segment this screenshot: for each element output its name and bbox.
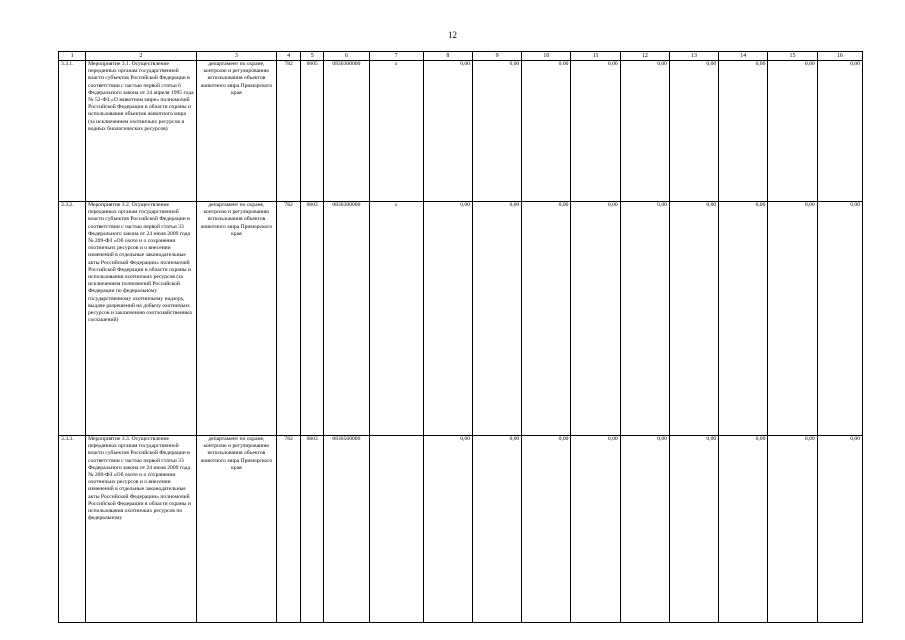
target-article-code: 0830300000	[324, 202, 369, 436]
section-code: 0603	[301, 202, 324, 436]
budget-table	[58, 51, 863, 623]
amount-cell: 0,00	[719, 202, 768, 436]
column-number: 15	[768, 52, 817, 61]
column-number: 7	[369, 52, 423, 61]
expense-type-code	[369, 436, 423, 623]
amount-cell: 0,00	[423, 202, 472, 436]
column-number: 11	[571, 52, 620, 61]
amount-cell: 0,00	[669, 202, 718, 436]
amount-cell: 0,00	[669, 436, 718, 623]
amount-cell: 0,00	[522, 61, 571, 202]
measure-name: Мероприятие 3.3. Осуществление переданных органам государственной власти субъектов Российской Федерации в соответствии с частью первой статьи 33 Федерального закона от 24 июля 2009 года № 209-ФЗ «Об охоте и о сохранении охотничьих ресурсов и о внесении изменений в отдельные законодательные акты Российской Федерации» полномочий Российской Федерации в области охраны и использования охотничьих ресурсов по федеральному	[86, 436, 197, 623]
executor: департамент по охране, контролю и регулированию использования объектов животного мира Приморского края	[196, 61, 276, 202]
executor: департамент по охране, контролю и регулированию использования объектов животного мира Приморского края	[196, 202, 276, 436]
expense-type-code: х	[369, 61, 423, 202]
amount-cell: 0,00	[719, 436, 768, 623]
column-number: 2	[86, 52, 197, 61]
amount-cell: 0,00	[817, 61, 862, 202]
column-number-row	[59, 52, 863, 61]
amount-cell: 0,00	[473, 436, 522, 623]
table-row	[59, 61, 863, 202]
amount-cell: 0,00	[768, 61, 817, 202]
amount-cell: 0,00	[522, 436, 571, 623]
section-code: 0603	[301, 436, 324, 623]
amount-cell: 0,00	[571, 61, 620, 202]
amount-cell: 0,00	[768, 202, 817, 436]
table-row	[59, 202, 863, 436]
amount-cell: 0,00	[620, 61, 669, 202]
amount-cell: 0,00	[571, 202, 620, 436]
column-number: 8	[423, 52, 472, 61]
amount-cell: 0,00	[620, 436, 669, 623]
page-number: 12	[448, 30, 457, 40]
expense-type-code: х	[369, 202, 423, 436]
column-number: 9	[473, 52, 522, 61]
target-article-code: 0830300000	[324, 61, 369, 202]
grbs-code: 782	[277, 202, 301, 436]
grbs-code: 782	[277, 61, 301, 202]
executor: департамент по охране, контролю и регулированию использования объектов животного мира Приморского края	[196, 436, 276, 623]
column-number: 6	[324, 52, 369, 61]
amount-cell: 0,00	[473, 202, 522, 436]
amount-cell: 0,00	[768, 436, 817, 623]
row-number: 3.3.2.	[59, 202, 86, 436]
column-number: 13	[669, 52, 718, 61]
amount-cell: 0,00	[423, 61, 472, 202]
column-number: 16	[817, 52, 862, 61]
row-number: 3.3.1.	[59, 61, 86, 202]
measure-name: Мероприятие 3.1. Осуществление переданных органам государственной власти субъектов Российской Федерации в соответствии с частью первой статьи 6 Федерального закона от 24 апреля 1995 года № 52-ФЗ «О животном мире» полномочий Российской Федерации в области охраны и использования объектов животного мира (за исключением охотничьих ресурсов и водных биологических ресурсов)	[86, 61, 197, 202]
amount-cell: 0,00	[669, 61, 718, 202]
row-number: 3.3.3.	[59, 436, 86, 623]
column-number: 12	[620, 52, 669, 61]
column-number: 1	[59, 52, 86, 61]
column-number: 4	[277, 52, 301, 61]
amount-cell: 0,00	[719, 61, 768, 202]
column-number: 3	[196, 52, 276, 61]
amount-cell: 0,00	[423, 436, 472, 623]
target-article-code: 0830500000	[324, 436, 369, 623]
amount-cell: 0,00	[817, 436, 862, 623]
measure-name: Мероприятие 3.2. Осуществление переданных органам государственной власти субъектов Российской Федерации в соответствии с частью первой статьи 33 Федерального закона от 24 июля 2009 года № 209-ФЗ «Об охоте и о сохранении охотничьих ресурсов и о внесении изменений в отдельные законодательные акты Российской Федерации» полномочий Российской Федерации в области охраны и использования охотничьих ресурсов (за исключением полномочий Российской Федерации по федеральному государственному охотничьему надзору, выдаче разрешений на добычу охотничьих ресурсов и заключению охотхозяйственных соглашений)	[86, 202, 197, 436]
column-number: 14	[719, 52, 768, 61]
table-row	[59, 436, 863, 623]
column-number: 5	[301, 52, 324, 61]
amount-cell: 0,00	[522, 202, 571, 436]
section-code: 0605	[301, 61, 324, 202]
amount-cell: 0,00	[620, 202, 669, 436]
column-number: 10	[522, 52, 571, 61]
grbs-code: 782	[277, 436, 301, 623]
amount-cell: 0,00	[473, 61, 522, 202]
amount-cell: 0,00	[817, 202, 862, 436]
amount-cell: 0,00	[571, 436, 620, 623]
